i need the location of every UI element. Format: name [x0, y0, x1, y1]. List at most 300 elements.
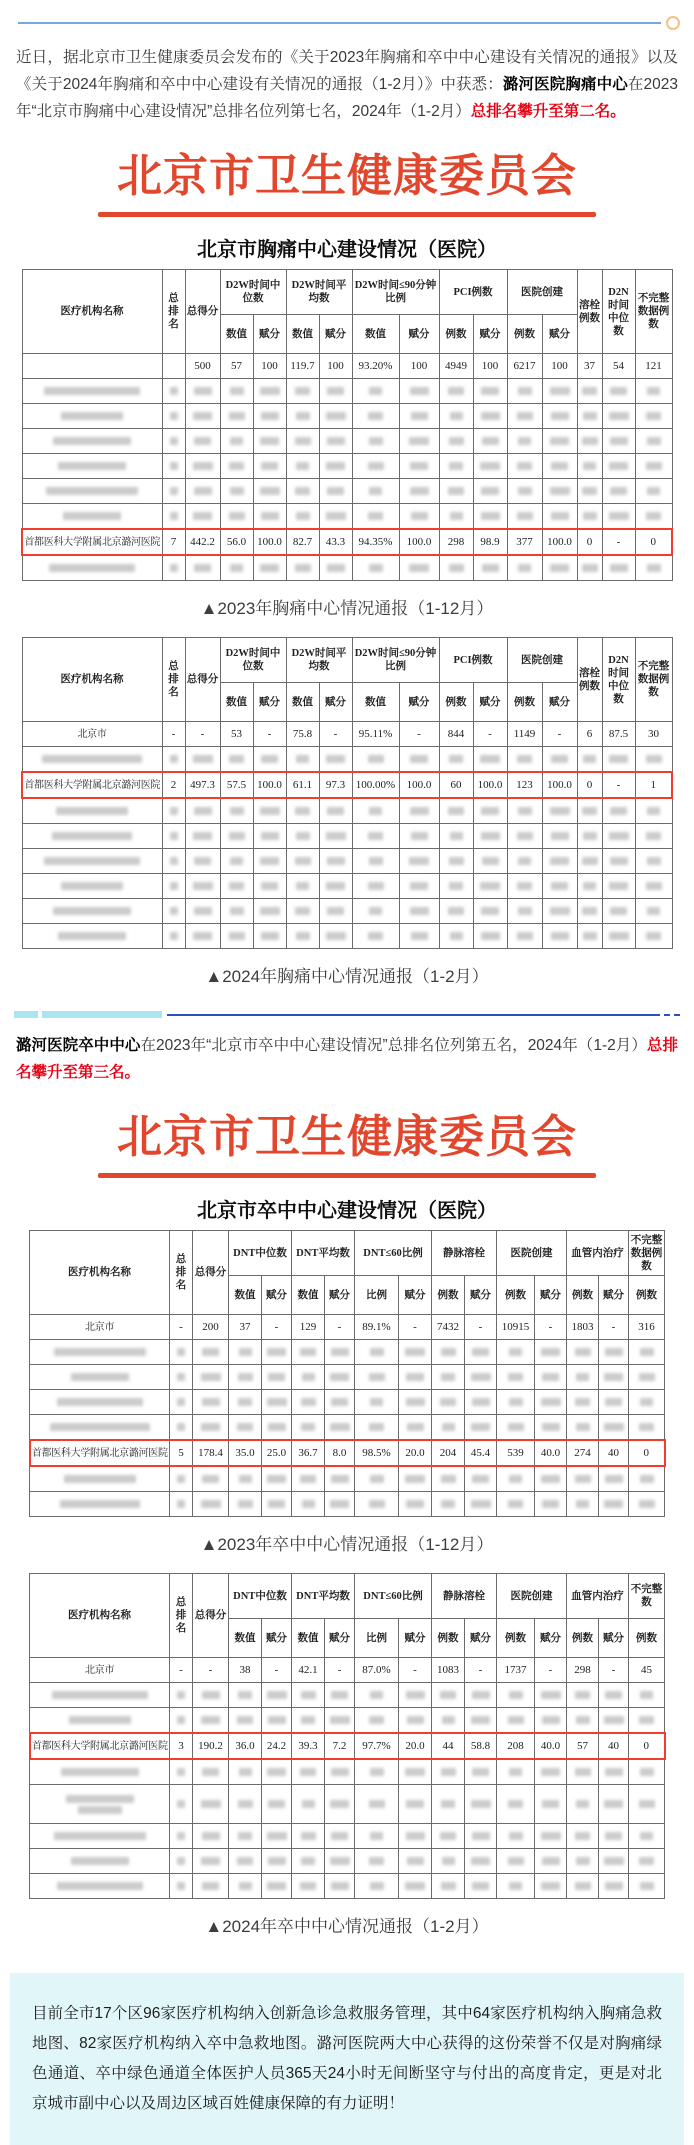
redacted-cell: [22, 874, 162, 899]
redacted-cell: [507, 874, 542, 899]
redacted-cell: [635, 798, 672, 824]
value-cell: 204: [432, 1440, 465, 1466]
redacted-cell: [292, 1785, 325, 1824]
redacted-cell: [286, 798, 319, 824]
banner-title: 北京市卫生健康委员会: [116, 1112, 577, 1162]
redacted-cell: [399, 1390, 432, 1415]
redacted-cell: [355, 1824, 399, 1849]
column-subheader: 赋分: [535, 1619, 567, 1658]
column-subheader: 赋分: [542, 315, 577, 354]
value-cell: 42.1: [292, 1658, 325, 1683]
value-cell: -: [253, 722, 286, 747]
redacted-cell: [577, 849, 602, 874]
redacted-cell: [292, 1415, 325, 1441]
redacted-cell: [507, 924, 542, 949]
redacted-cell: [162, 824, 185, 849]
redacted-cell: [399, 1415, 432, 1441]
redacted-cell: [567, 1492, 599, 1517]
redacted-cell: [432, 1874, 465, 1899]
redacted-cell: [292, 1824, 325, 1849]
redacted-cell: [439, 429, 473, 454]
value-cell: 100.0: [542, 529, 577, 555]
column-header: DNT中位数: [229, 1231, 292, 1276]
redacted-cell: [629, 1492, 665, 1517]
redacted-cell: [352, 404, 399, 429]
value-cell: -: [325, 1315, 355, 1340]
value-cell: 178.4: [193, 1440, 229, 1466]
redacted-cell: [185, 404, 220, 429]
column-header: D2W时间平均数: [286, 638, 352, 683]
value-cell: 119.7: [286, 354, 319, 379]
value-cell: 200: [193, 1315, 229, 1340]
redacted-cell: [286, 404, 319, 429]
redacted-cell: [473, 555, 507, 581]
redacted-cell: [352, 479, 399, 504]
redacted-cell: [635, 924, 672, 949]
redacted-cell: [629, 1824, 665, 1849]
redacted-cell: [497, 1785, 535, 1824]
redacted-row: [30, 1759, 665, 1785]
redacted-cell: [635, 454, 672, 479]
value-cell: 1149: [507, 722, 542, 747]
redacted-cell: [507, 479, 542, 504]
value-cell: 58.8: [465, 1733, 497, 1759]
redacted-cell: [185, 479, 220, 504]
redacted-cell: [399, 1824, 432, 1849]
redacted-cell: [542, 798, 577, 824]
redacted-cell: [399, 1874, 432, 1899]
column-header: 溶栓例数: [577, 270, 602, 354]
redacted-cell: [599, 1785, 629, 1824]
value-cell: -: [599, 1315, 629, 1340]
column-subheader: 赋分: [253, 315, 286, 354]
redacted-row: [22, 404, 672, 429]
redacted-cell: [162, 429, 185, 454]
banner-title: 北京市卫生健康委员会: [116, 151, 577, 201]
redacted-cell: [185, 798, 220, 824]
value-cell: 100.0: [253, 772, 286, 798]
column-subheader: 赋分: [319, 683, 352, 722]
column-subheader: 赋分: [325, 1276, 355, 1315]
redacted-cell: [286, 747, 319, 773]
article-page: [0, 16, 694, 2112]
column-header: 总排名: [162, 638, 185, 722]
redacted-cell: [162, 924, 185, 949]
value-cell: 40: [599, 1440, 629, 1466]
redacted-cell: [262, 1849, 292, 1874]
redacted-cell: [162, 747, 185, 773]
redacted-cell: [262, 1708, 292, 1734]
redacted-cell: [635, 824, 672, 849]
column-subheader: 比例: [355, 1619, 399, 1658]
redacted-cell: [30, 1759, 170, 1785]
redacted-cell: [162, 454, 185, 479]
redacted-row: [30, 1340, 665, 1365]
value-cell: 100: [542, 354, 577, 379]
column-header: DNT≤60比例: [355, 1574, 432, 1619]
redacted-cell: [193, 1708, 229, 1734]
redacted-cell: [399, 899, 439, 924]
divider-blue-dashes: [654, 1014, 680, 1016]
redacted-cell: [399, 1849, 432, 1874]
value-cell: 208: [497, 1733, 535, 1759]
redacted-cell: [542, 454, 577, 479]
redacted-cell: [229, 1466, 262, 1492]
column-header: 总得分: [185, 270, 220, 354]
redacted-cell: [535, 1415, 567, 1441]
chest-pain-2024-table: [0, 637, 694, 949]
value-cell: 298: [439, 529, 473, 555]
redacted-cell: [185, 924, 220, 949]
redacted-cell: [185, 555, 220, 581]
highlighted-hospital-row: [22, 529, 672, 555]
redacted-row: [30, 1849, 665, 1874]
redacted-cell: [185, 747, 220, 773]
redacted-cell: [599, 1365, 629, 1390]
value-cell: 0: [629, 1733, 665, 1759]
redacted-cell: [325, 1340, 355, 1365]
redacted-cell: [319, 379, 352, 404]
redacted-cell: [465, 1340, 497, 1365]
redacted-cell: [220, 874, 253, 899]
redacted-cell: [292, 1849, 325, 1874]
value-cell: 1737: [497, 1658, 535, 1683]
redacted-cell: [629, 1466, 665, 1492]
column-header: D2W时间≤90分钟比例: [352, 270, 439, 315]
redacted-cell: [497, 1492, 535, 1517]
value-cell: 6217: [507, 354, 542, 379]
redacted-cell: [602, 379, 635, 404]
redacted-cell: [193, 1683, 229, 1708]
column-header: DNT≤60比例: [355, 1231, 432, 1276]
redacted-cell: [253, 404, 286, 429]
value-cell: 20.0: [399, 1733, 432, 1759]
redacted-cell: [465, 1708, 497, 1734]
redacted-cell: [497, 1824, 535, 1849]
column-header: D2N时间中位数: [602, 638, 635, 722]
ranking-table: [29, 1573, 666, 1899]
value-cell: 129: [292, 1315, 325, 1340]
redacted-cell: [170, 1390, 193, 1415]
value-cell: -: [262, 1658, 292, 1683]
redacted-cell: [399, 824, 439, 849]
health-commission-banner-1: [0, 147, 694, 217]
stroke-2023-caption: ▲2023年卒中中心情况通报（1-12月）: [200, 1535, 494, 1554]
redacted-cell: [220, 379, 253, 404]
redacted-cell: [497, 1340, 535, 1365]
column-header: 医院创建: [497, 1231, 567, 1276]
redacted-cell: [465, 1849, 497, 1874]
redacted-cell: [577, 874, 602, 899]
redacted-cell: [319, 479, 352, 504]
column-header: 总得分: [185, 638, 220, 722]
value-cell: 8.0: [325, 1440, 355, 1466]
intro2-bold: 潞河医院卒中中心: [16, 1037, 141, 1054]
redacted-cell: [465, 1390, 497, 1415]
redacted-cell: [542, 379, 577, 404]
redacted-cell: [542, 747, 577, 773]
redacted-cell: [602, 924, 635, 949]
redacted-cell: [432, 1340, 465, 1365]
redacted-cell: [439, 747, 473, 773]
value-cell: -: [399, 1315, 432, 1340]
highlighted-hospital-row: [22, 772, 672, 798]
value-cell: 36.0: [229, 1733, 262, 1759]
redacted-cell: [439, 379, 473, 404]
value-cell: 100: [253, 354, 286, 379]
redacted-cell: [229, 1683, 262, 1708]
value-cell: -: [193, 1658, 229, 1683]
value-cell: 500: [185, 354, 220, 379]
redacted-cell: [286, 924, 319, 949]
value-cell: 100.00%: [352, 772, 399, 798]
redacted-cell: [399, 479, 439, 504]
redacted-cell: [432, 1390, 465, 1415]
redacted-row: [22, 454, 672, 479]
column-header: 医院创建: [497, 1574, 567, 1619]
redacted-cell: [286, 379, 319, 404]
redacted-cell: [286, 454, 319, 479]
redacted-cell: [193, 1849, 229, 1874]
redacted-cell: [185, 824, 220, 849]
redacted-cell: [577, 924, 602, 949]
redacted-cell: [567, 1415, 599, 1441]
redacted-cell: [355, 1683, 399, 1708]
redacted-cell: [229, 1759, 262, 1785]
redacted-cell: [262, 1390, 292, 1415]
redacted-cell: [577, 479, 602, 504]
value-cell: 3: [170, 1733, 193, 1759]
redacted-cell: [577, 404, 602, 429]
column-subheader: 赋分: [473, 315, 507, 354]
column-subheader: 例数: [507, 683, 542, 722]
stroke-table-title: 北京市卒中中心建设情况（医院）: [197, 1200, 497, 1222]
column-subheader: 赋分: [473, 683, 507, 722]
redacted-cell: [535, 1874, 567, 1899]
redacted-cell: [602, 429, 635, 454]
redacted-cell: [262, 1824, 292, 1849]
column-header: 总排名: [170, 1574, 193, 1658]
redacted-cell: [473, 874, 507, 899]
redacted-cell: [567, 1683, 599, 1708]
column-subheader: 数值: [220, 683, 253, 722]
value-cell: 95.11%: [352, 722, 399, 747]
redacted-cell: [577, 824, 602, 849]
value-cell: 190.2: [193, 1733, 229, 1759]
redacted-cell: [567, 1759, 599, 1785]
redacted-cell: [439, 899, 473, 924]
value-cell: 4949: [439, 354, 473, 379]
column-header: PCI例数: [439, 270, 507, 315]
redacted-cell: [497, 1849, 535, 1874]
redacted-cell: [439, 798, 473, 824]
value-cell: 0: [577, 772, 602, 798]
column-subheader: 赋分: [465, 1619, 497, 1658]
value-cell: 100: [319, 354, 352, 379]
chest-pain-table-title: 北京市胸痛中心建设情况（医院）: [197, 239, 497, 261]
redacted-cell: [535, 1683, 567, 1708]
redacted-cell: [319, 555, 352, 581]
redacted-cell: [507, 798, 542, 824]
redacted-row: [30, 1683, 665, 1708]
redacted-cell: [253, 924, 286, 949]
redacted-cell: [542, 429, 577, 454]
column-header: 血管内治疗: [567, 1231, 629, 1276]
institution-name-cell: 北京市: [30, 1658, 170, 1683]
column-header: 不完整数: [629, 1574, 665, 1619]
column-subheader: 例数: [497, 1276, 535, 1315]
redacted-cell: [220, 849, 253, 874]
redacted-cell: [635, 849, 672, 874]
redacted-cell: [599, 1849, 629, 1874]
banner-underline: [98, 212, 596, 217]
redacted-cell: [432, 1492, 465, 1517]
redacted-cell: [319, 849, 352, 874]
redacted-cell: [319, 404, 352, 429]
redacted-cell: [229, 1785, 262, 1824]
redacted-cell: [22, 504, 162, 530]
redacted-cell: [220, 479, 253, 504]
redacted-cell: [473, 504, 507, 530]
column-subheader: 赋分: [599, 1276, 629, 1315]
value-cell: 6: [577, 722, 602, 747]
redacted-cell: [567, 1365, 599, 1390]
redacted-row: [22, 874, 672, 899]
value-cell: 37: [577, 354, 602, 379]
value-cell: 38: [229, 1658, 262, 1683]
redacted-cell: [162, 404, 185, 429]
column-header: PCI例数: [439, 638, 507, 683]
redacted-cell: [542, 479, 577, 504]
redacted-cell: [432, 1708, 465, 1734]
redacted-cell: [542, 555, 577, 581]
column-subheader: 数值: [286, 683, 319, 722]
redacted-cell: [162, 379, 185, 404]
value-cell: 539: [497, 1440, 535, 1466]
redacted-cell: [193, 1785, 229, 1824]
health-commission-banner-2: [0, 1108, 694, 1178]
redacted-cell: [193, 1466, 229, 1492]
intro1-red-highlight: 总排名攀升至第二名。: [470, 103, 626, 120]
redacted-cell: [162, 849, 185, 874]
stroke-2024-table: [0, 1573, 694, 1899]
value-cell: -: [399, 1658, 432, 1683]
redacted-cell: [399, 1759, 432, 1785]
redacted-cell: [535, 1492, 567, 1517]
redacted-cell: [635, 429, 672, 454]
column-subheader: 例数: [567, 1276, 599, 1315]
redacted-cell: [635, 874, 672, 899]
redacted-cell: [399, 404, 439, 429]
column-header: D2W时间中位数: [220, 638, 286, 683]
redacted-cell: [577, 747, 602, 773]
redacted-cell: [567, 1466, 599, 1492]
intro1-bold: 潞河医院胸痛中心: [502, 76, 628, 93]
value-cell: 40: [599, 1733, 629, 1759]
redacted-cell: [473, 899, 507, 924]
redacted-cell: [325, 1785, 355, 1824]
redacted-cell: [162, 798, 185, 824]
redacted-cell: [399, 1683, 432, 1708]
value-cell: 87.0%: [355, 1658, 399, 1683]
value-cell: 97.7%: [355, 1733, 399, 1759]
column-subheader: 例数: [567, 1619, 599, 1658]
redacted-cell: [253, 379, 286, 404]
redacted-cell: [352, 454, 399, 479]
summary-row: [22, 722, 672, 747]
redacted-cell: [253, 747, 286, 773]
redacted-cell: [319, 504, 352, 530]
column-header: 总排名: [170, 1231, 193, 1315]
redacted-cell: [352, 924, 399, 949]
redacted-cell: [577, 555, 602, 581]
redacted-cell: [473, 404, 507, 429]
redacted-row: [30, 1415, 665, 1441]
redacted-row: [30, 1390, 665, 1415]
redacted-cell: [193, 1365, 229, 1390]
value-cell: -: [465, 1315, 497, 1340]
redacted-cell: [542, 924, 577, 949]
redacted-cell: [193, 1415, 229, 1441]
value-cell: 7: [162, 529, 185, 555]
redacted-cell: [229, 1824, 262, 1849]
value-cell: 100.0: [399, 529, 439, 555]
redacted-cell: [465, 1492, 497, 1517]
redacted-cell: [319, 747, 352, 773]
redacted-cell: [507, 379, 542, 404]
redacted-cell: [599, 1390, 629, 1415]
redacted-cell: [170, 1874, 193, 1899]
redacted-cell: [229, 1340, 262, 1365]
value-cell: -: [535, 1315, 567, 1340]
redacted-cell: [507, 899, 542, 924]
column-header: D2N时间中位数: [602, 270, 635, 354]
scroll-dot-icon: [666, 16, 680, 30]
redacted-cell: [599, 1683, 629, 1708]
value-cell: -: [170, 1658, 193, 1683]
redacted-cell: [22, 899, 162, 924]
column-subheader: 数值: [292, 1276, 325, 1315]
institution-name-cell: 首都医科大学附属北京潞河医院: [30, 1440, 170, 1466]
value-cell: 7432: [432, 1315, 465, 1340]
redacted-cell: [399, 1492, 432, 1517]
value-cell: 25.0: [262, 1440, 292, 1466]
intro2-red-highlight: 总排名攀升至第三名。: [16, 1037, 678, 1081]
institution-name-cell: 首都医科大学附属北京潞河医院: [22, 772, 162, 798]
redacted-cell: [635, 555, 672, 581]
divider-cyan-segment-long: [42, 1011, 162, 1018]
redacted-cell: [185, 874, 220, 899]
redacted-cell: [473, 798, 507, 824]
summary-row: [22, 354, 672, 379]
redacted-cell: [325, 1759, 355, 1785]
redacted-cell: [185, 899, 220, 924]
redacted-row: [30, 1492, 665, 1517]
redacted-cell: [220, 454, 253, 479]
value-cell: 40.0: [535, 1733, 567, 1759]
value-cell: -: [170, 1315, 193, 1340]
redacted-cell: [535, 1365, 567, 1390]
redacted-cell: [286, 555, 319, 581]
redacted-row: [22, 555, 672, 581]
redacted-cell: [602, 899, 635, 924]
redacted-cell: [30, 1466, 170, 1492]
redacted-cell: [635, 379, 672, 404]
redacted-cell: [253, 798, 286, 824]
redacted-cell: [602, 454, 635, 479]
redacted-cell: [319, 899, 352, 924]
value-cell: 44: [432, 1733, 465, 1759]
